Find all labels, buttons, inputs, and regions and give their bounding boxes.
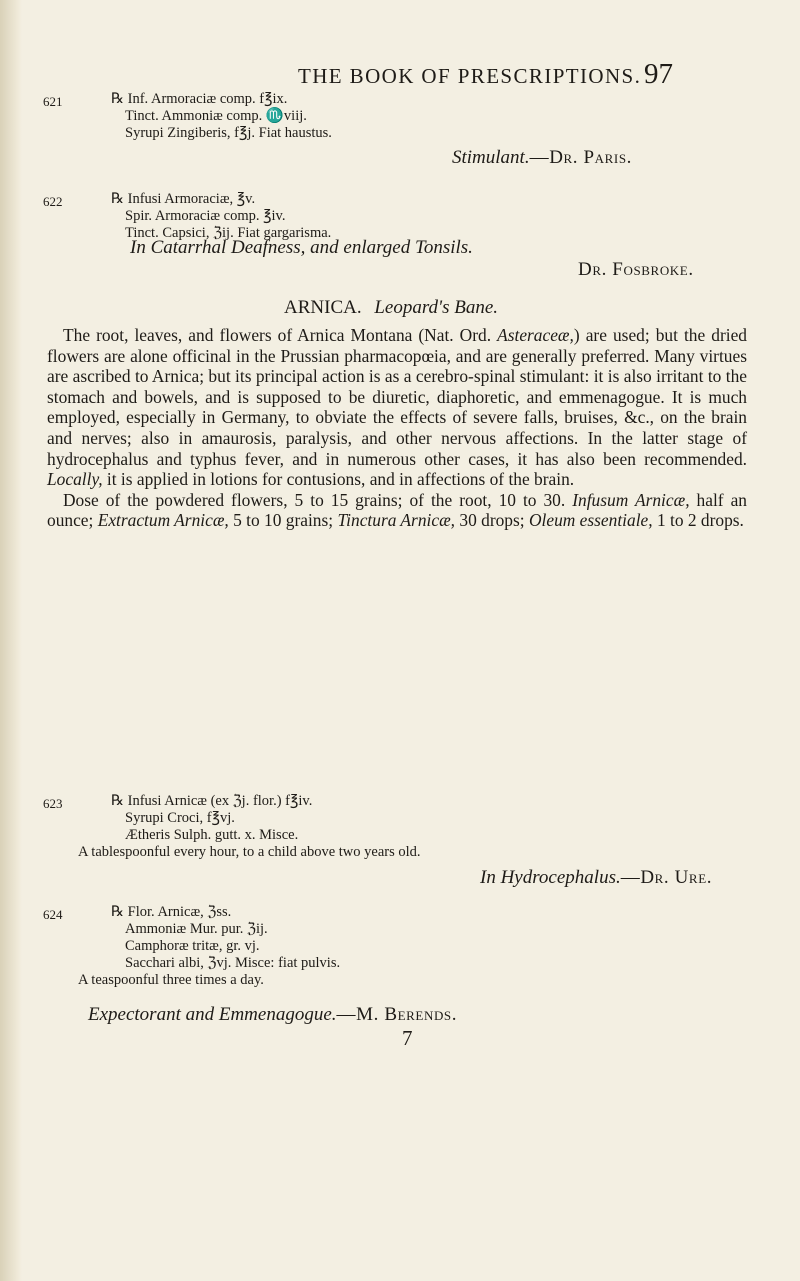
text-run-italic: Locally, [47,469,103,490]
text-run-italic: Asteraceæ, [497,325,574,345]
rx-line: Ætheris Sulph. gutt. x. Misce. [125,827,299,843]
indication: Stimulant. [452,147,530,168]
rx-line: Ammoniæ Mur. pur. ℨij. [125,921,268,937]
prescription-attribution [480,867,712,889]
text-run: Dose of the powdered flowers, 5 to 15 grains; of the root, 10 to 30. [63,489,573,510]
rx-line: Spir. Armoraciæ comp. ℥iv. [125,208,286,224]
section-title: ARNICA. [284,297,362,318]
section-heading [284,297,498,319]
rx-line: Syrupi Croci, f℥vj. [125,810,235,826]
prescription-attribution [88,1004,457,1026]
rx-line: ℞ Infusi Armoraciæ, ℥v. [111,191,256,207]
rx-line: Tinct. Capsici, ℨij. Fiat gargarisma. [125,225,332,241]
text-run: it is applied in lotions for contusions, and in affections of the brain. [102,469,575,490]
text-run: ) are used; but the dried flowers are alone officinal in the Prussian pharmacopœia, and are generally preferred. Many virtues are ascribed to Arnica; but its principal action is as a cerebro-spinal stimulant: it is also irritant to the stomach and bowels, and is supposed to be diuretic, diaphoretic, and emmenagogue. It is much employed, especially in Germany, to obviate the effects of severe falls, bruises, &c., on the brain and nerves; also in amaurosis, paralysis, and other nervous affections. In the latter stage of hydrocephalus and typhus fever, and in numerous other cases, it has also been recommended. [47,325,747,469]
text-run: 5 to 10 grains; [228,510,338,531]
prescription-621 [111,91,332,142]
rx-line: Camphoræ tritæ, gr. vj. [125,938,260,954]
page-number: 97 [644,58,673,90]
arnica-description [47,325,747,531]
prescription-attribution [452,147,632,169]
page-binding-edge [0,0,22,1281]
rx-line: Tinct. Ammoniæ comp. ♏viij. [125,108,307,124]
prescription-number: 623 [43,796,63,811]
text-run-italic: Extractum Arnicæ, [97,510,229,531]
indication: In Hydrocephalus. [480,867,621,888]
rx-directions: A teaspoonful three times a day. [78,972,264,988]
author: —M. Berends. [336,1004,458,1025]
text-run: 30 drops; [455,510,529,531]
author: —Dr. Ure. [620,867,713,888]
rx-line: ℞ Infusi Arnicæ (ex ℨj. flor.) f℥iv. [111,793,313,809]
indication: In Catarrhal Deafness, and enlarged Tonsils. [130,237,473,258]
text-run-italic: Infusum Arnicæ, [572,489,690,510]
prescription-number: 622 [43,194,63,209]
prescription-623 [78,793,421,861]
author: Dr. Fosbroke. [578,259,694,280]
paragraph [47,490,747,531]
text-run: half an ounce; [47,489,747,531]
text-run-italic: Oleum essentiale, [528,510,653,531]
section-subtitle: Leopard's Bane. [374,297,499,318]
prescription-622 [111,191,331,242]
rx-line: ℞ Flor. Arnicæ, ℨss. [111,904,232,920]
author: —Dr. Paris. [529,147,633,168]
text-run-italic: Tinctura Arnicæ, [337,510,456,531]
running-title: THE BOOK OF PRESCRIPTIONS. [298,64,642,88]
prescription-624 [78,904,341,989]
rx-line: Syrupi Zingiberis, f℥j. Fiat haustus. [125,125,332,141]
text-run: 1 to 2 drops. [652,510,744,531]
paragraph [47,325,747,490]
indication: Expectorant and Emmenagogue. [88,1004,337,1025]
signature-mark: 7 [402,1026,413,1050]
prescription-number: 621 [43,94,63,109]
text-run: The root, leaves, and flowers of Arnica Montana (Nat. Ord. [63,325,498,345]
prescription-number: 624 [43,907,63,922]
rx-line: ℞ Inf. Armoraciæ comp. f℥ix. [111,91,288,107]
rx-line: Sacchari albi, ℨvj. Misce: fiat pulvis. [125,955,341,971]
rx-directions: A tablespoonful every hour, to a child above two years old. [78,844,421,860]
